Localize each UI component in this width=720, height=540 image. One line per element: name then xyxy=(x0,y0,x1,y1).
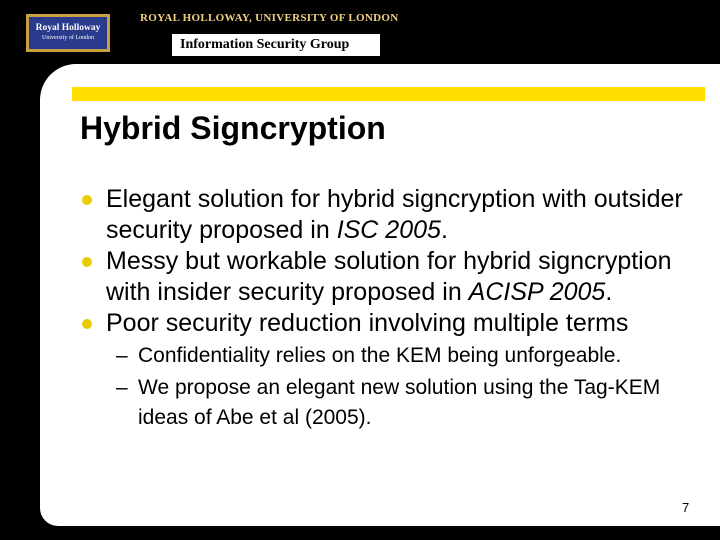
university-name: ROYAL HOLLOWAY, UNIVERSITY OF LONDON xyxy=(140,12,399,24)
sub-bullet-item xyxy=(106,373,700,433)
university-crest-logo xyxy=(26,14,110,52)
bullet-item xyxy=(80,308,700,433)
bullet-dot-icon xyxy=(82,319,92,329)
bullet-item xyxy=(80,246,700,308)
group-name: Information Security Group xyxy=(172,34,380,56)
bullet-citation: ACISP 2005 xyxy=(468,278,606,306)
bullet-text: Poor security reduction involving multiple terms xyxy=(106,309,629,337)
crest-line2: University of London xyxy=(42,35,94,41)
bullet-text: Elegant solution for hybrid signcryption with outsider security proposed in xyxy=(106,185,683,244)
sub-bullet-item xyxy=(106,341,700,371)
dash-marker: – xyxy=(116,376,128,399)
page-number: 7 xyxy=(682,500,690,515)
bullet-dot-icon xyxy=(82,257,92,267)
header-bar xyxy=(0,0,720,62)
bullet-item xyxy=(80,184,700,246)
slide-title: Hybrid Signcryption xyxy=(80,110,386,146)
sub-bullet-text: Confidentiality relies on the KEM being unforgeable. xyxy=(138,344,622,367)
crest-line1: Royal Holloway xyxy=(35,23,101,33)
bullet-punct: . xyxy=(440,216,448,244)
bullet-text: Messy but workable solution for hybrid signcryption with insider security proposed in xyxy=(106,247,672,306)
sub-bullet-text: We propose an elegant new solution using the Tag-KEM ideas of Abe et al (2005). xyxy=(138,376,661,429)
bullet-citation: ISC 2005 xyxy=(336,216,441,244)
bullet-punct: . xyxy=(605,278,613,306)
accent-bar xyxy=(72,87,705,101)
bullet-list xyxy=(80,184,700,433)
sub-bullet-list xyxy=(106,341,700,433)
bullet-dot-icon xyxy=(82,195,92,205)
dash-marker: – xyxy=(116,344,128,367)
